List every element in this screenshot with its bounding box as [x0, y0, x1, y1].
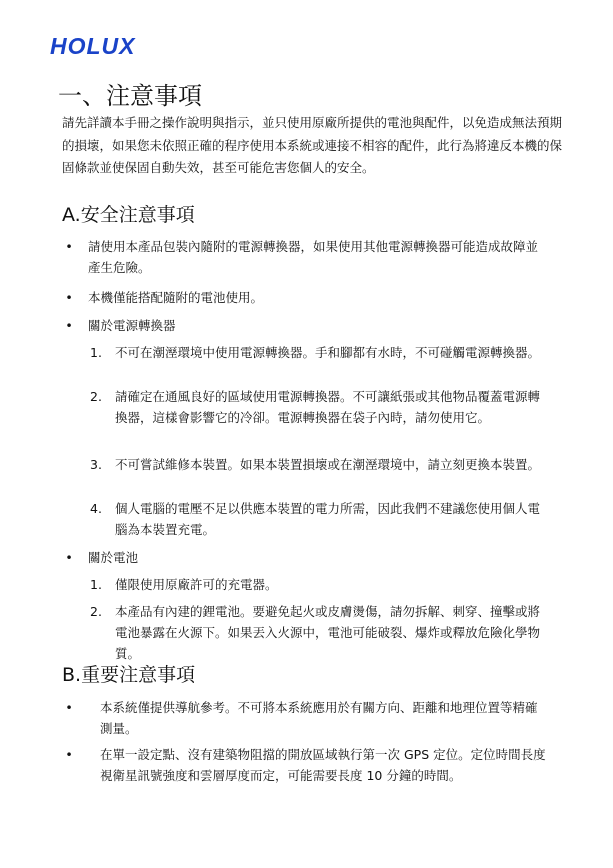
bullet-icon: • — [65, 290, 73, 305]
numbered-item — [90, 454, 545, 496]
numbered-item-text: 個人電腦的電壓不足以供應本裝置的電力所需，因此我們不建議您使用個人電腦為本裝置充電。 — [115, 501, 541, 537]
numbered-item — [90, 498, 545, 540]
item-number: 1. — [90, 345, 102, 360]
numbered-item-text: 本產品有內建的鋰電池。要避免起火或皮膚燙傷，請勿拆解、刺穿、撞擊或將電池暴露在火源下。如果丟入火源中，電池可能破裂、爆炸或釋放危險化學物質。 — [115, 604, 541, 661]
item-number: 2. — [90, 604, 102, 619]
list-item — [62, 697, 542, 739]
item-number: 3. — [90, 457, 102, 472]
section-a-title: A.安全注意事項 — [62, 204, 195, 226]
numbered-item — [90, 574, 545, 595]
item-number: 4. — [90, 501, 102, 516]
numbered-item-text: 請確定在通風良好的區域使用電源轉換器。不可讓紙張或其他物品覆蓋電源轉換器，這樣會影響它的冷卻。電源轉換器在袋子內時，請勿使用它。 — [115, 389, 541, 425]
list-item — [62, 236, 542, 278]
bullet-icon: • — [65, 318, 73, 333]
numbered-item — [90, 342, 545, 384]
numbered-item-text: 不可嘗試維修本裝置。如果本裝置損壞或在潮溼環境中，請立刻更換本裝置。 — [115, 457, 541, 472]
numbered-item — [90, 601, 545, 664]
intro-paragraph: 請先詳讀本手冊之操作說明與指示，並只使用原廠所提供的電池與配件，以免造成無法預期的損壞，如果您未依照正確的程序使用本系統或連接不相容的配件，此行為將違反本機的保固條款並使保固自動失效，甚至可能危害您個人的安全。 — [62, 115, 563, 175]
bullet-icon: • — [65, 550, 73, 565]
list-item-text: 在單一設定點、沒有建築物阻擋的開放區域執行第一次 GPS 定位。定位時間長度視衛星訊號強度和雲層厚度而定，可能需要長度 10 分鐘的時間。 — [100, 747, 546, 783]
bullet-icon: • — [65, 239, 73, 254]
holux-logo: HOLUX — [50, 33, 136, 59]
page-heading: 一、注意事項 — [58, 82, 202, 110]
list-item-text: 請使用本產品包裝內隨附的電源轉換器，如果使用其他電源轉換器可能造成故障並產生危險。 — [88, 239, 539, 275]
list-item-text: 本系統僅提供導航參考。不可將本系統應用於有關方向、距離和地理位置等精確測量。 — [100, 700, 538, 736]
list-item-text: 關於電源轉換器 — [88, 318, 176, 333]
list-item — [62, 315, 542, 336]
list-item — [62, 744, 546, 807]
item-number: 1. — [90, 577, 102, 592]
numbered-item — [90, 386, 545, 449]
item-number: 2. — [90, 389, 102, 404]
list-item-text: 本機僅能搭配隨附的電池使用。 — [88, 290, 264, 305]
list-item — [62, 287, 542, 308]
bullet-icon: • — [65, 700, 73, 715]
bullet-icon: • — [65, 747, 73, 762]
numbered-item-text: 僅限使用原廠許可的充電器。 — [115, 577, 278, 592]
list-item-text: 關於電池 — [88, 550, 139, 565]
list-item — [62, 547, 542, 568]
numbered-item-text: 不可在潮溼環境中使用電源轉換器。手和腳都有水時，不可碰觸電源轉換器。 — [115, 345, 541, 360]
section-b-title: B.重要注意事項 — [62, 664, 196, 686]
